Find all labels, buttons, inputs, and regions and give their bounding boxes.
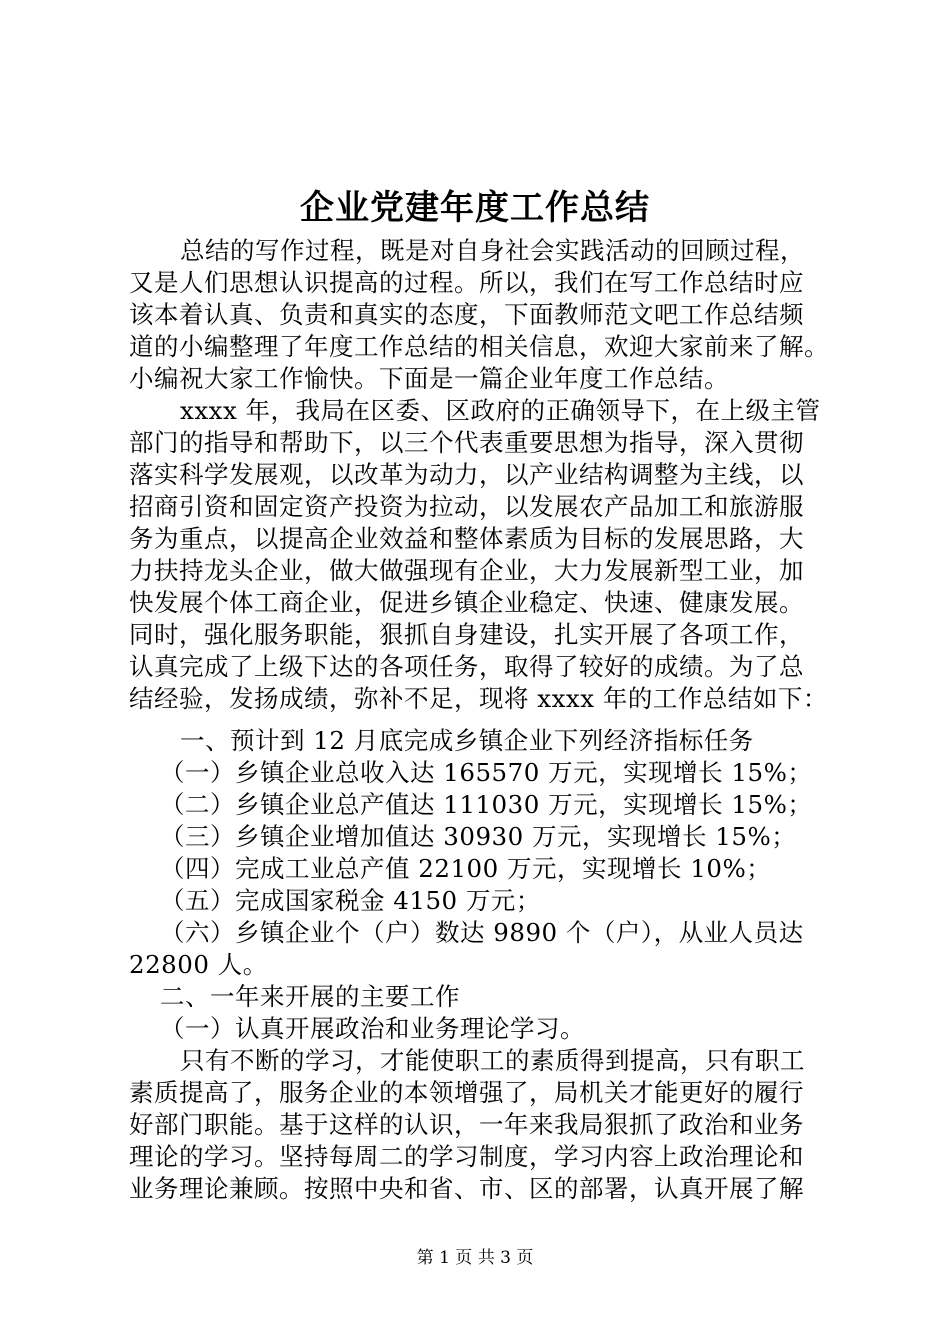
paragraph-line: 务为重点，以提高企业效益和整体素质为目标的发展思路，大 [129,524,804,553]
paragraph-line: 快发展个体工商企业，促进乡镇企业稳定、快速、健康发展。 [129,588,804,617]
paragraph-line: xxxx 年，我局在区委、区政府的正确领导下，在上级主管 [180,396,821,425]
list-item: （四）完成工业总产值 22100 万元，实现增长 10%； [160,854,772,883]
list-item: 22800 人。 [129,950,268,979]
paragraph-line: 总结的写作过程，既是对自身社会实践活动的回顾过程， [180,236,805,265]
paragraph-line: 小编祝大家工作愉快。下面是一篇企业年度工作总结。 [129,364,729,393]
paragraph-line: 道的小编整理了年度工作总结的相关信息，欢迎大家前来了解。 [129,332,829,361]
page-footer: 第 1 页 共 3 页 [416,1248,534,1268]
list-item: （三）乡镇企业增加值达 30930 万元，实现增长 15%； [160,822,797,851]
paragraph-line: 部门的指导和帮助下，以三个代表重要思想为指导，深入贯彻 [129,428,804,457]
paragraph-line: 认真完成了上级下达的各项任务，取得了较好的成绩。为了总 [129,652,804,681]
section-heading: 一、预计到 12 月底完成乡镇企业下列经济指标任务 [180,726,754,755]
paragraph-line: 又是人们思想认识提高的过程。所以，我们在写工作总结时应 [129,268,804,297]
paragraph-line: 素质提高了，服务企业的本领增强了，局机关才能更好的履行 [129,1078,804,1107]
paragraph-line: 该本着认真、负责和真实的态度，下面教师范文吧工作总结频 [129,300,804,329]
paragraph-line: 业务理论兼顾。按照中央和省、市、区的部署，认真开展了解 [129,1174,804,1203]
paragraph-line: 好部门职能。基于这样的认识，一年来我局狠抓了政治和业务 [129,1110,804,1139]
paragraph-line: 力扶持龙头企业，做大做强现有企业，大力发展新型工业，加 [129,556,804,585]
paragraph-line: 落实科学发展观，以改革为动力，以产业结构调整为主线，以 [129,460,804,489]
paragraph-line: 理论的学习。坚持每周二的学习制度，学习内容上政治理论和 [129,1142,804,1171]
paragraph-line: 同时，强化服务职能，狠抓自身建设，扎实开展了各项工作， [129,620,804,649]
list-item: （二）乡镇企业总产值达 111030 万元，实现增长 15%； [160,790,813,819]
paragraph-line: 招商引资和固定资产投资为拉动，以发展农产品加工和旅游服 [129,492,804,521]
document-title: 企业党建年度工作总结 [300,188,650,228]
list-item: （五）完成国家税金 4150 万元； [160,886,541,915]
paragraph-line: 结经验，发扬成绩，弥补不足，现将 xxxx 年的工作总结如下： [129,684,828,713]
list-item: （一）乡镇企业总收入达 165570 万元，实现增长 15%； [160,758,813,787]
subsection-heading: （一）认真开展政治和业务理论学习。 [160,1014,585,1043]
section-heading: 二、一年来开展的主要工作 [160,982,460,1011]
paragraph-line: 只有不断的学习，才能使职工的素质得到提高，只有职工 [180,1046,805,1075]
list-item: （六）乡镇企业个（户）数达 9890 个（户），从业人员达 [160,918,804,947]
